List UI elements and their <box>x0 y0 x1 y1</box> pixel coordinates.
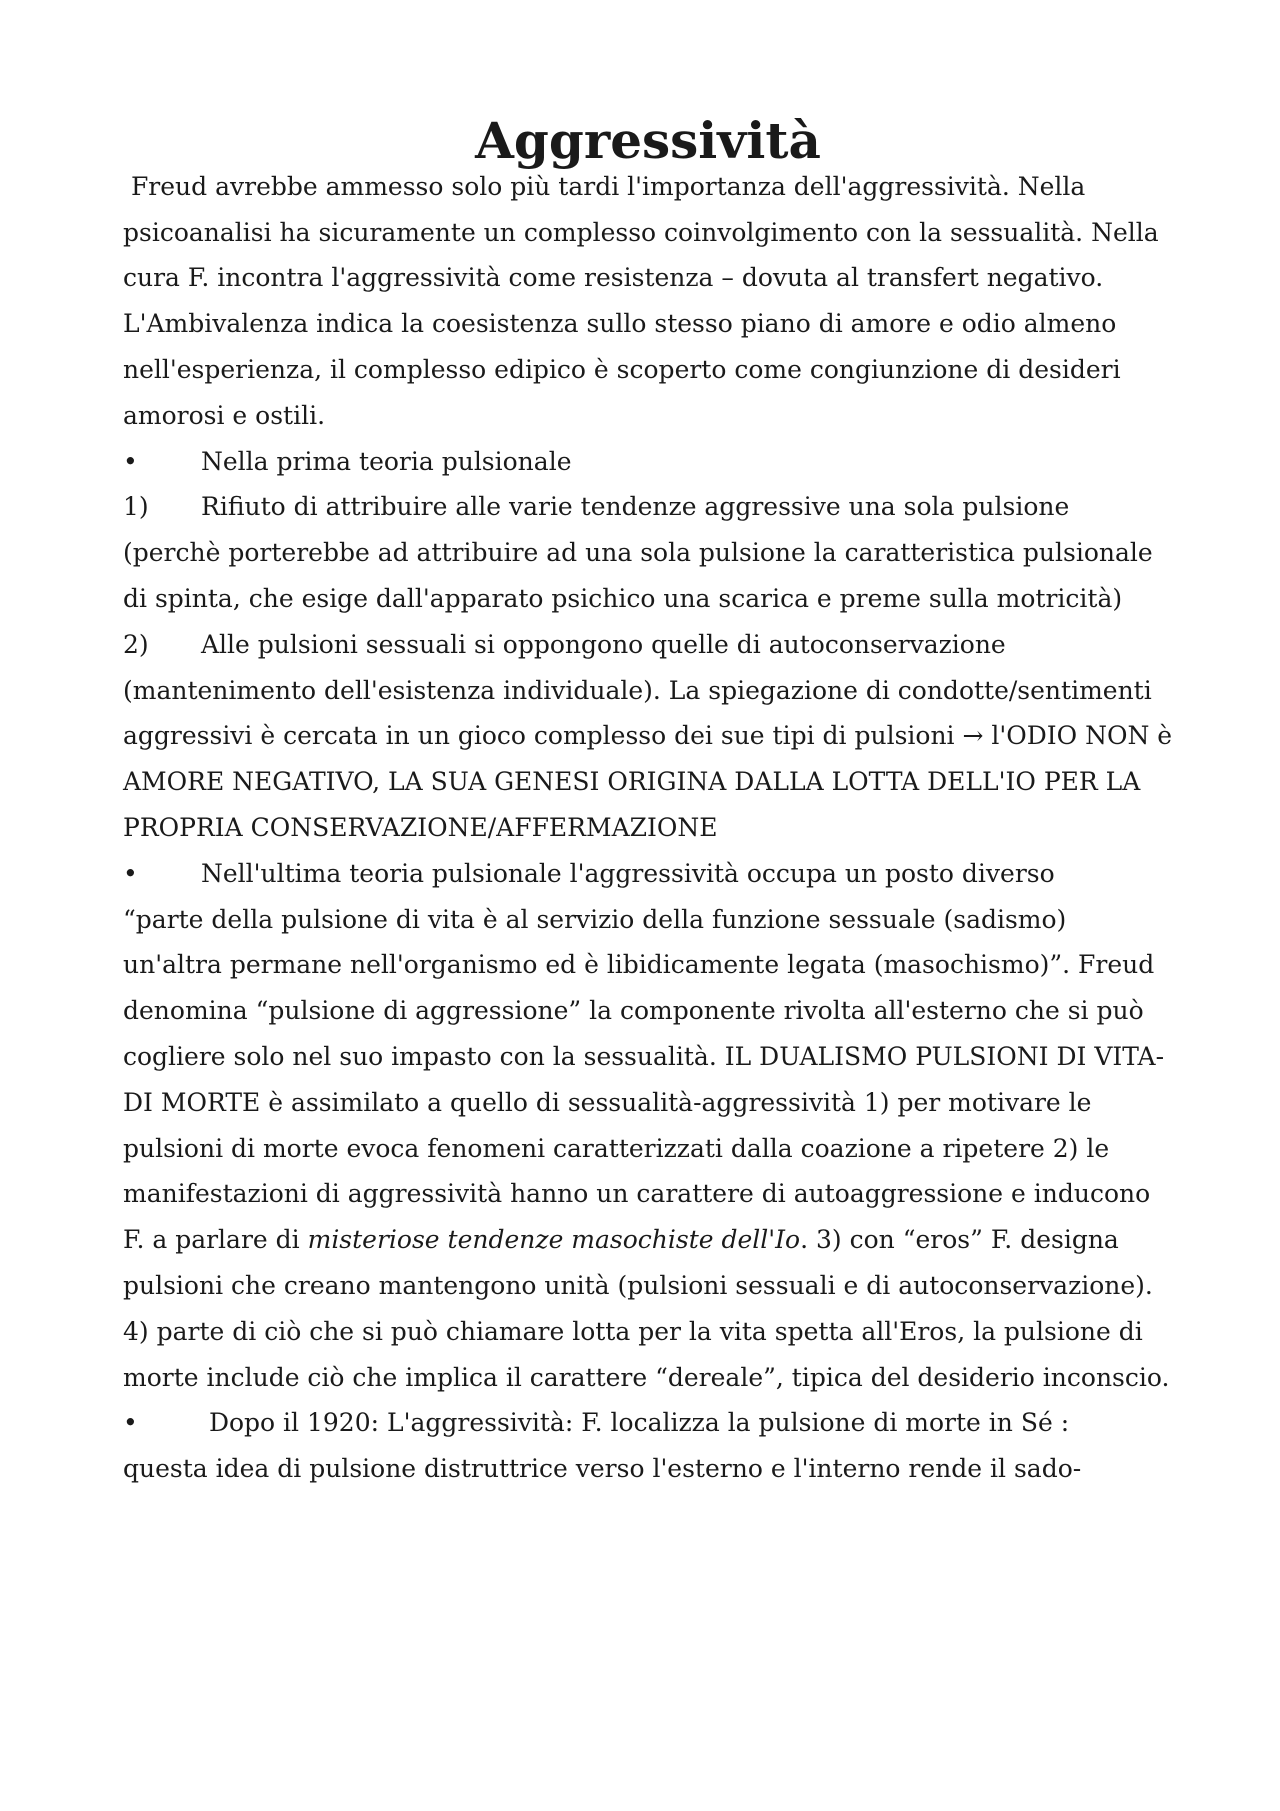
list-item-1 <box>123 484 1173 621</box>
bullet-marker: • <box>123 1408 138 1438</box>
item-continuation: (mantenimento dell'esistenza individuale). La spiegazione di condotte/sentimenti aggressivi è cercata in un gioco complesso dei sue tipi di pulsioni → l'ODIO NON è AMORE NEGATIVO, LA SUA GENESI ORIGINA DALLA LOTTA DELL'IO PER LA PROPRIA CONSERVAZIONE/AFFERMAZIONE <box>123 675 1173 842</box>
bullet-first-line: Nell'ultima teoria pulsionale l'aggressività occupa un posto diverso <box>201 858 1055 888</box>
item-marker: 1) <box>123 492 149 522</box>
bullet-continuation: questa idea di pulsione distruttrice verso l'esterno e l'interno rende il sado- <box>123 1454 1082 1484</box>
italic-phrase: misteriose tendenze masochiste dell'Io <box>307 1225 801 1255</box>
item-first-line: Alle pulsioni sessuali si oppongono quelle di autoconservazione <box>201 629 1006 659</box>
text-after-italic: . 3) con “eros” F. designa pulsioni che creano mantengono unità (pulsioni sessuali e di autoconservazione). 4) parte di ciò che si può chiamare lotta per la vita spetta all'Eros, la pulsione di morte include ciò che implica il carattere “dereale”, tipica del desiderio inconscio. <box>123 1225 1170 1392</box>
paragraph-freud-intro: Freud avrebbe ammesso solo più tardi l'importanza dell'aggressività. Nella psicoanalisi ha sicuramente un complesso coinvolgimento con la sessualità. Nella cura F. incontra l'aggressività come resistenza – dovuta al transfert negativo. <box>123 171 1167 293</box>
bullet-dopo-1920 <box>123 1400 1173 1492</box>
bullet-marker: • <box>123 858 138 888</box>
bullet-continuation <box>123 897 1173 1401</box>
bullet-prima-teoria <box>123 439 1173 485</box>
list-item-2 <box>123 622 1173 851</box>
item-marker: 2) <box>123 629 149 659</box>
bullet-text: Nella prima teoria pulsionale <box>201 446 572 476</box>
item-first-line: Rifiuto di attribuire alle varie tendenze aggressive una sola pulsione <box>201 492 1070 522</box>
text-before-italic: “parte della pulsione di vita è al servizio della funzione sessuale (sadismo) un'altra permane nell'organismo ed è libidicamente legata (masochismo)”. Freud denomina “pulsione di aggressione” la componente rivolta all'esterno che si può cogliere solo nel suo impasto con la sessualità. IL DUALISMO PULSIONI DI VITA-DI MORTE è assimilato a quello di sessualità-aggressività 1) per motivare le pulsioni di morte evoca fenomeni caratterizzati dalla coazione a ripetere 2) le manifestazioni di aggressività hanno un carattere di autoaggressione e inducono F. a parlare di <box>123 904 1165 1255</box>
bullet-first-line: Dopo il 1920: L'aggressività: F. localizza la pulsione di morte in Sé : <box>201 1408 1070 1438</box>
paragraph-ambivalenza: L'Ambivalenza indica la coesistenza sullo stesso piano di amore e odio almeno nell'esperienza, il complesso edipico è scoperto come congiunzione di desideri amorosi e ostili. <box>123 309 1121 430</box>
document-title: Aggressività <box>475 111 821 170</box>
document-page <box>123 111 1173 1492</box>
bullet-ultima-teoria <box>123 851 1173 1401</box>
bullet-marker: • <box>123 446 138 476</box>
item-continuation: (perchè porterebbe ad attribuire ad una sola pulsione la caratteristica pulsionale di spinta, che esige dall'apparato psichico una scarica e preme sulla motricità) <box>123 538 1153 613</box>
